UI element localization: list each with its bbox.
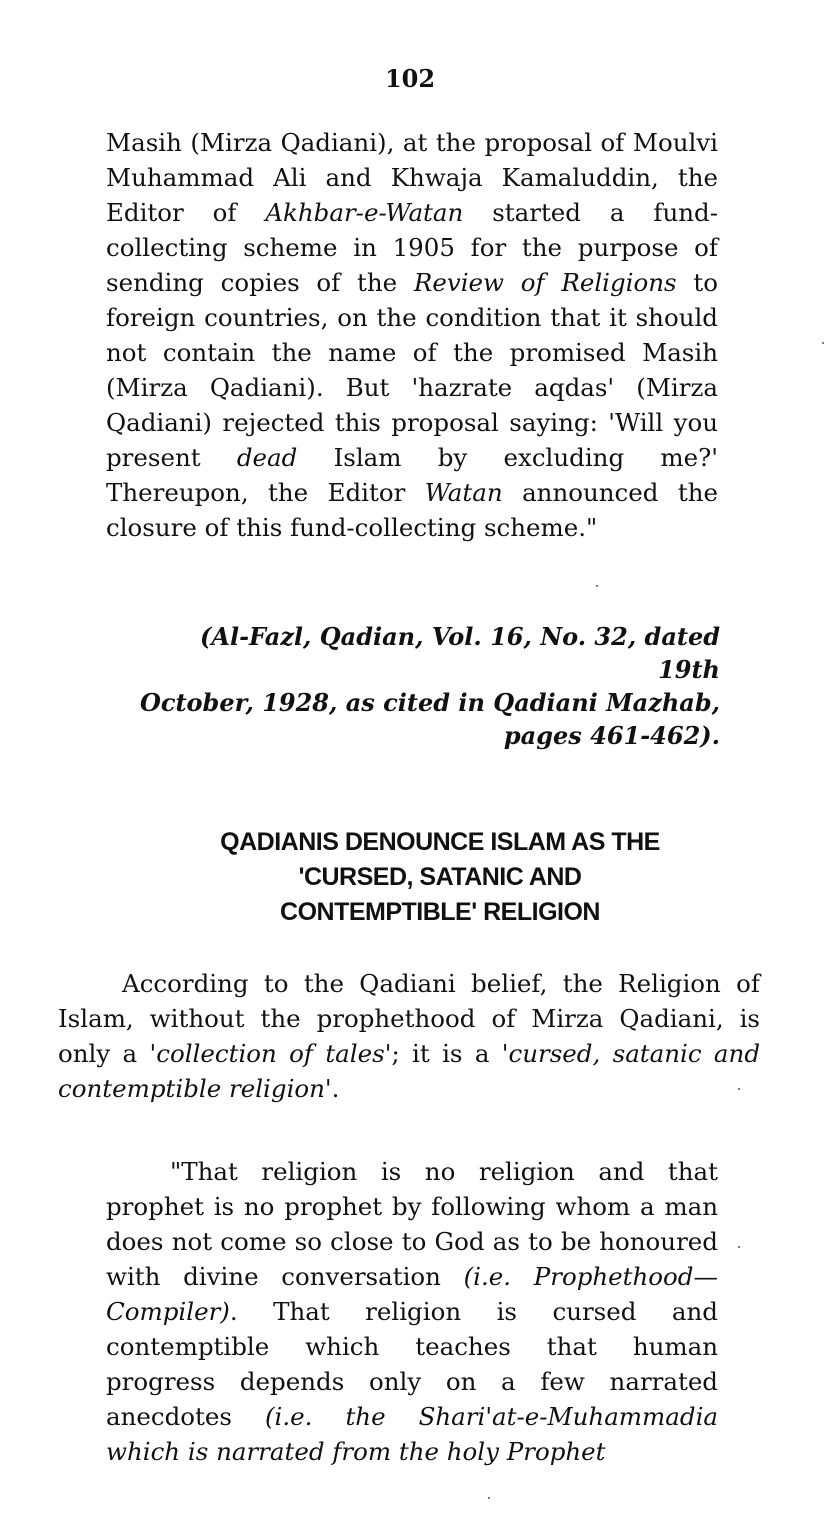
body-italic-collection-of-tales: 'collection of tales' — [149, 1039, 392, 1068]
quote2-text-2: . That religion is cursed and contemptible which teaches that human progress depends only on a few narrated anecdotes — [106, 1297, 718, 1431]
scan-speck — [596, 585, 598, 587]
body-text-3: . — [331, 1074, 340, 1103]
section-heading — [60, 825, 820, 930]
heading-line-1: QADIANIS DENOUNCE ISLAM AS THE — [220, 828, 660, 856]
body-italic-cursed-religion: 'cursed, satanic and contemptible religion' — [58, 1039, 761, 1103]
body-paragraph-qadiani-belief — [58, 966, 760, 1106]
quote1-italic-watan: Watan — [424, 478, 503, 507]
quote2-italic-prophethood-compiler: (i.e. Prophethood—Compiler) — [106, 1262, 718, 1326]
quote1-italic-akhbar-e-watan: Akhbar-e-Watan — [265, 198, 464, 227]
quote-paragraph-editor-watan — [106, 125, 718, 545]
quote2-text-1: "That religion is no religion and that prophet is no prophet by following whom a man does not come so close to God as to be honoured with divine conversation — [106, 1157, 718, 1291]
citation-line-2: October, 1928, as cited in Qadiani Mazhab, — [139, 688, 720, 717]
citation-line-3: pages 461-462). — [503, 721, 720, 750]
body-text-2: ; it is a — [391, 1039, 502, 1068]
citation-al-fazl — [130, 620, 720, 752]
quote1-text-3: to foreign countries, on the condition that it should not contain the name of the promised Masih (Mirza Qadiani). But 'hazrate aqdas' (Mirza Qadiani) rejected this proposal saying: 'Will you present — [106, 268, 718, 472]
quote1-italic-dead: dead — [236, 443, 298, 472]
quote1-text-1: Masih (Mirza Qadiani), at the proposal of Moulvi Muhammad Ali and Khwaja Kamaluddin, the Editor of — [106, 128, 718, 227]
body-text-1: According to the Qadiani belief, the Religion of Islam, without the prophethood of Mirza Qadiani, is only a — [58, 969, 760, 1068]
scan-speck — [488, 1497, 490, 1499]
scan-speck — [738, 1088, 740, 1090]
heading-line-3: CONTEMPTIBLE' RELIGION — [280, 898, 600, 926]
page-number: 102 — [384, 64, 436, 93]
quote1-text-2: started a fund-collecting scheme in 1905 for the purpose of sending copies of the — [106, 198, 718, 297]
quote2-italic-shariat: (i.e. the Shari'at-e-Muhammadia which is narrated from the holy Prophet — [106, 1402, 719, 1466]
citation-line-1: (Al-Fazl, Qadian, Vol. 16, No. 32, dated 19th — [199, 622, 720, 684]
scan-speck — [738, 1246, 740, 1248]
quote-paragraph-that-religion — [106, 1154, 718, 1469]
heading-line-2: 'CURSED, SATANIC AND — [298, 863, 582, 891]
quote1-text-5: announced the closure of this fund-collecting scheme." — [106, 478, 719, 542]
quote1-text-4: Islam by excluding me?' Thereupon, the Editor — [106, 443, 718, 507]
quote1-italic-review-of-religions: Review of Religions — [413, 268, 677, 297]
scan-speck — [822, 342, 824, 344]
